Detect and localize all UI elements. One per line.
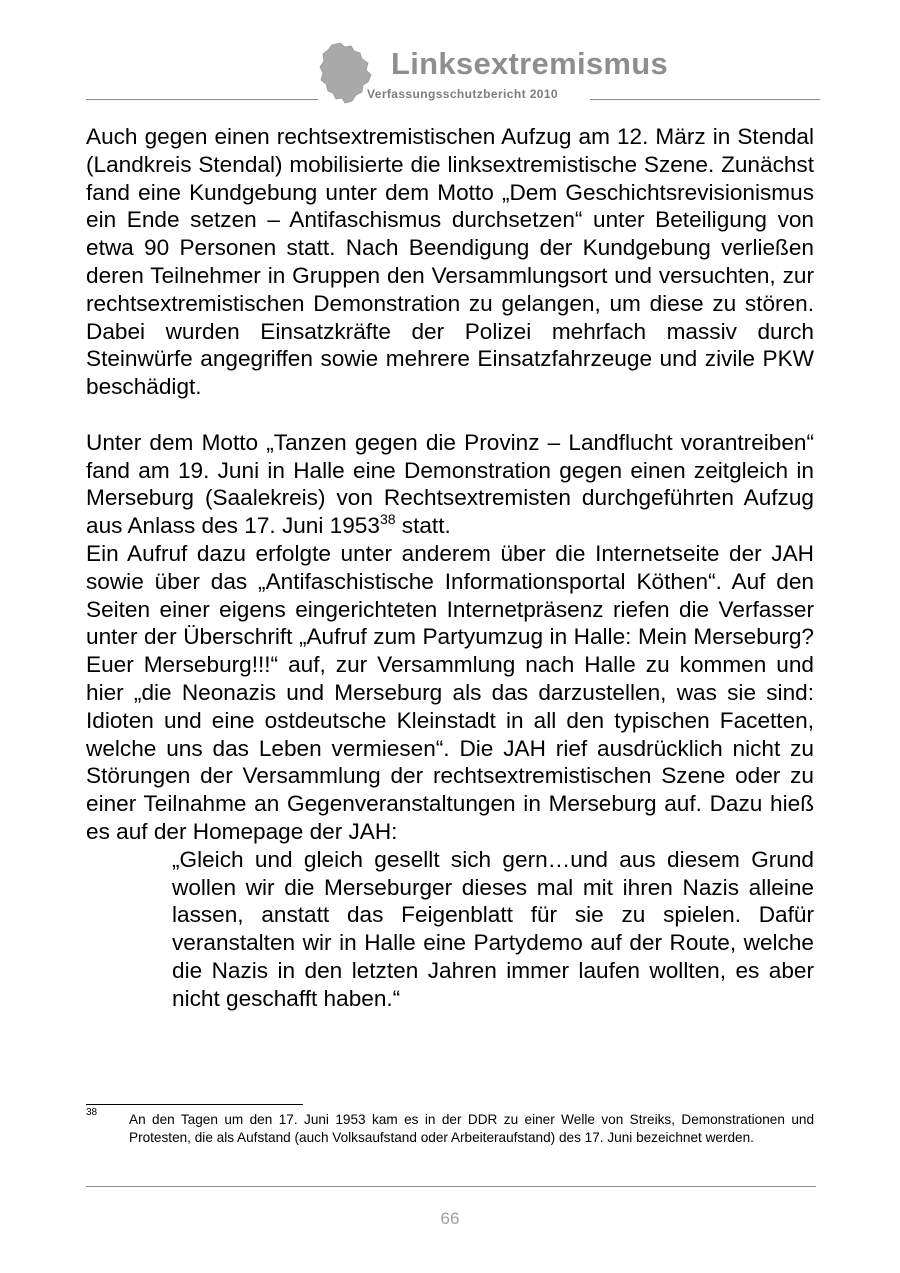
page-number: 66 (440, 1209, 460, 1228)
paragraph-halle-demo-text: Unter dem Motto „Tanzen gegen die Provinz – Landflucht vorantreiben“ fand am 19. Juni in Halle eine Demonstration gegen einen zeitgleich in Merseburg (Saalekreis) von Rechtsextremisten durchgeführten Aufzug aus Anlass des 17. Juni 1953 (86, 429, 814, 539)
saxony-anhalt-map-icon (318, 41, 374, 107)
header-title: Linksextremismus (391, 46, 669, 81)
footer-rule (86, 1186, 816, 1187)
paragraph-aufruf: Ein Aufruf dazu erfolgte unter anderem über die Internetseite der JAH sowie über das „Antifaschistische Informationsportal Köthen“. Auf den Seiten einer eigens eingerichteten Internetpräsenz riefen die Verfasser unter der Überschrift „Aufruf zum Partyumzug in Halle: Mein Merseburg? Euer Merseburg!!!“ auf, zur Versammlung nach Halle zu kommen und hier „die Neonazis und Merseburg als das darzustellen, was sie sind: Idioten und eine ostdeutsche Kleinstadt in all den typischen Facetten, welche uns das Leben vermiesen“. Die JAH rief ausdrücklich nicht zu Störungen der Versammlung der rechtsextremistischen Szene oder zu einer Teilnahme an Gegenveranstaltungen in Merseburg auf. Dazu hieß es auf der Homepage der JAH: (86, 540, 814, 844)
main-text (86, 123, 814, 1013)
paragraph-halle-demo (86, 429, 814, 540)
paragraph-stendal: Auch gegen einen rechtsextremistischen Aufzug am 12. März in Stendal (Landkreis Stendal) mobilisierte die linksextremistische Szene. Zunächst fand eine Kundgebung unter dem Motto „Dem Geschichtsrevisionismus ein Ende setzen – Antifaschismus durchsetzen“ unter Beteiligung von etwa 90 Personen statt. Nach Beendigung der Kundgebung verließen deren Teilnehmer in Gruppen den Versammlungsort und versuchten, zur rechtsextremistischen Demonstration zu gelangen, um diese zu stören. Dabei wurden Einsatzkräfte der Polizei mehrfach massiv durch Steinwürfe angegriffen sowie mehrere Einsatzfahrzeuge und zivile PKW beschädigt. (86, 124, 814, 400)
block-quote: „Gleich und gleich gesellt sich gern…und aus diesem Grund wollen wir die Merseburger dieses mal mit ihren Nazis alleine lassen, anstatt das Feigenblatt für sie zu spielen. Dafür veranstalten wir in Halle eine Partydemo auf der Route, welche die Nazis in den letzten Jahren immer laufen wollten, es aber nicht geschafft haben.“ (172, 846, 814, 1011)
footnote-reference[interactable]: 38 (379, 511, 396, 528)
header-rule-right (590, 99, 820, 100)
paragraph-halle-demo-end: statt. (395, 513, 451, 539)
header-rule-left (86, 99, 318, 100)
footnote-text: An den Tagen um den 17. Juni 1953 kam es in der DDR zu einer Welle von Streiks, Demonstrationen und Protesten, die als Aufstand (auch Volksaufstand oder Arbeiteraufstand) des 17. Juni bezeichnet werden. (129, 1112, 814, 1145)
footnote-rule (86, 1104, 303, 1105)
header-subtitle: Verfassungsschutzbericht 2010 (367, 87, 559, 101)
footnote-number: 38 (86, 1107, 98, 1118)
